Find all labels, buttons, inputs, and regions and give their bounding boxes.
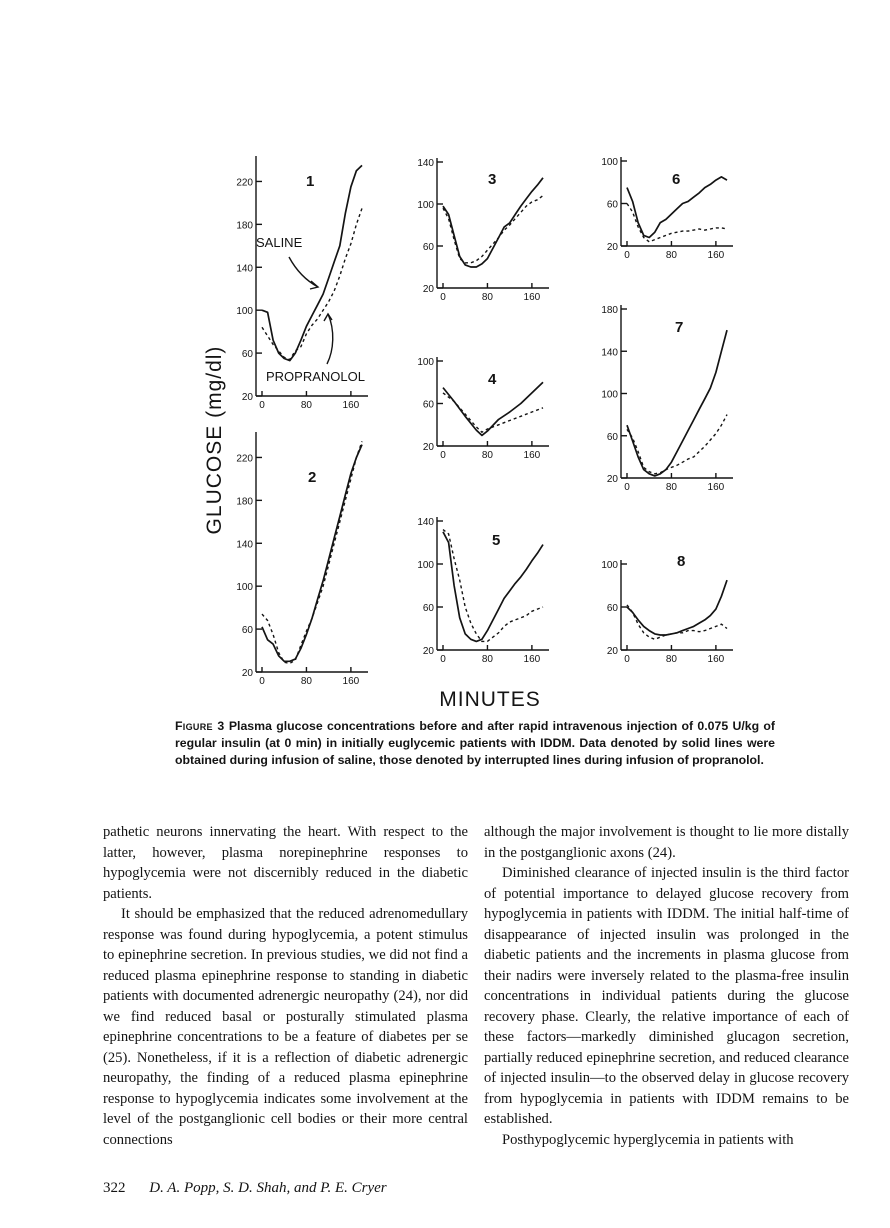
panel-5	[417, 517, 549, 665]
paragraph: pathetic neurons innervating the heart. With respect to the latter, however, plasma norepinephrine responses to hypoglycemia were not discernibly reduced in the diabetic patients.	[103, 824, 468, 902]
panel-number: 3	[488, 171, 497, 188]
paragraph: It should be emphasized that the reduced adrenomedullary response was found during hypoglycemia, a potent stimulus to epinephrine secretion. In previous studies, we did not find a reduced plasma epinephrine response to standing in diabetic patients with documented adrenergic neuropathy (24), nor did we find reduced basal or posturally stimulated plasma epinephrine concentrations to be a feature of diabetes per se (25). Nonetheless, if it is a reflection of diabetic adrenergic neuropathy, the finding of a reduced plasma epinephrine response to hypoglycemia indicates some involvement at the level of the postganglionic cell bodies or their more central connections	[103, 906, 468, 1148]
caption-text: Plasma glucose concentrations before and after rapid intravenous injection of 0.075 U/kg of regular insulin (at 0 min) in initially euglycemic patients with IDDM. Data denoted by solid lines were obtained during infusion of saline, those denoted by interrupted lines during infusion of propranolol.	[175, 719, 776, 767]
propranolol-series-line	[443, 393, 543, 432]
y-tick-label: 20	[606, 474, 618, 485]
figure-number: Figure 3	[175, 719, 225, 733]
x-tick-label: 80	[665, 654, 678, 665]
y-tick-label: 100	[601, 389, 618, 401]
panel-8	[601, 553, 733, 665]
y-tick-label: 20	[606, 646, 618, 657]
page-footer	[103, 1180, 387, 1197]
y-axis-title: GLUCOSE (mg/dl)	[203, 345, 226, 535]
panel-number: 8	[677, 553, 686, 570]
y-tick-label: 100	[236, 582, 253, 594]
panel-number: 4	[488, 371, 497, 388]
y-tick-label: 60	[606, 199, 618, 211]
y-tick-label: 60	[241, 349, 253, 361]
paragraph: Diminished clearance of injected insulin is the third factor of potential importance to delayed glucose recovery from hypoglycemia in patients with IDDM. The initial half-time of disappearance of injected insulin was prolonged in the diabetic patients and the increments in plasma glucose from their nadirs were inversely related to the plasma-free insulin concentrations in individual patients during the glucose recovery phase. Clearly, the relative importance of each of these factors—markedly diminished glucagon secretion, partially reduced epinephrine secretion, and reduced clearance of injected insulin—to the observed delay in glucose recovery from hypoglycemia in patients with IDDM remains to be established.	[484, 865, 849, 1127]
propranolol-label: PROPRANOLOL	[266, 369, 365, 384]
x-tick-label: 0	[440, 450, 446, 461]
panel-2	[236, 432, 368, 687]
body-column-left	[103, 822, 468, 1150]
y-tick-label: 220	[236, 177, 253, 189]
x-tick-label: 0	[624, 250, 630, 261]
x-tick-label: 80	[300, 676, 313, 687]
panel-number: 5	[492, 532, 501, 549]
y-tick-label: 140	[601, 347, 618, 359]
x-tick-label: 0	[624, 482, 630, 493]
y-tick-label: 20	[241, 668, 253, 679]
x-tick-label: 80	[665, 250, 678, 261]
x-tick-label: 0	[440, 654, 446, 665]
y-tick-label: 20	[606, 242, 618, 253]
y-tick-label: 140	[236, 539, 253, 551]
x-tick-label: 0	[440, 292, 446, 303]
chart-panels	[236, 156, 733, 687]
x-tick-label: 0	[259, 400, 265, 411]
saline-series-line	[262, 165, 362, 360]
page-number: 322	[103, 1180, 126, 1196]
y-tick-label: 60	[241, 625, 253, 637]
y-tick-label: 180	[601, 305, 618, 316]
x-tick-label: 80	[481, 450, 494, 461]
x-tick-label: 160	[707, 482, 725, 493]
y-tick-label: 100	[601, 560, 618, 571]
y-tick-label: 140	[236, 263, 253, 275]
x-tick-label: 160	[523, 292, 541, 303]
panel-number: 2	[308, 469, 317, 486]
paragraph: although the major involvement is thought to lie more distally in the postganglionic axons (24).	[484, 824, 849, 861]
panel-3	[417, 158, 549, 303]
x-tick-label: 80	[300, 400, 313, 411]
panel-number: 6	[672, 171, 681, 188]
panel-4	[417, 357, 549, 461]
x-tick-label: 160	[342, 676, 360, 687]
panel-7	[601, 305, 733, 493]
y-tick-label: 100	[417, 560, 434, 571]
x-tick-label: 160	[707, 250, 725, 261]
panel-number: 1	[306, 173, 315, 190]
y-tick-label: 140	[417, 158, 434, 169]
propranolol-arrow	[327, 314, 333, 364]
x-tick-label: 160	[342, 400, 360, 411]
propranolol-series-line	[627, 605, 727, 639]
x-tick-label: 80	[481, 292, 494, 303]
paragraph: Posthypoglycemic hyperglycemia in patients with	[502, 1131, 794, 1148]
saline-label: SALINE	[256, 235, 303, 250]
body-column-right	[484, 822, 849, 1150]
x-tick-label: 160	[707, 654, 725, 665]
y-tick-label: 180	[236, 496, 253, 508]
x-tick-label: 0	[624, 654, 630, 665]
y-tick-label: 180	[236, 220, 253, 232]
panel-6	[601, 157, 733, 261]
y-tick-label: 100	[417, 357, 434, 368]
x-tick-label: 160	[523, 654, 541, 665]
authors: D. A. Popp, S. D. Shah, and P. E. Cryer	[149, 1180, 387, 1196]
y-tick-label: 60	[606, 603, 618, 614]
panel-1-annotations	[256, 235, 365, 384]
y-tick-label: 100	[601, 157, 618, 168]
x-tick-label: 80	[481, 654, 494, 665]
saline-series-line	[627, 330, 727, 476]
y-tick-label: 60	[422, 603, 434, 614]
y-tick-label: 60	[606, 431, 618, 443]
y-tick-label: 20	[241, 392, 253, 403]
y-tick-label: 220	[236, 453, 253, 465]
x-tick-label: 0	[259, 676, 265, 687]
x-tick-label: 80	[665, 482, 678, 493]
figure-caption	[175, 718, 775, 769]
y-tick-label: 60	[422, 242, 434, 253]
y-tick-label: 20	[422, 284, 434, 295]
x-axis-title: MINUTES	[439, 688, 541, 711]
y-tick-label: 140	[417, 517, 434, 528]
panel-number: 7	[675, 319, 684, 336]
y-tick-label: 20	[422, 442, 434, 453]
y-tick-label: 100	[417, 200, 434, 211]
y-tick-label: 100	[236, 306, 253, 318]
saline-series-line	[627, 580, 727, 635]
y-tick-label: 20	[422, 646, 434, 657]
y-tick-label: 60	[422, 399, 434, 411]
x-tick-label: 160	[523, 450, 541, 461]
